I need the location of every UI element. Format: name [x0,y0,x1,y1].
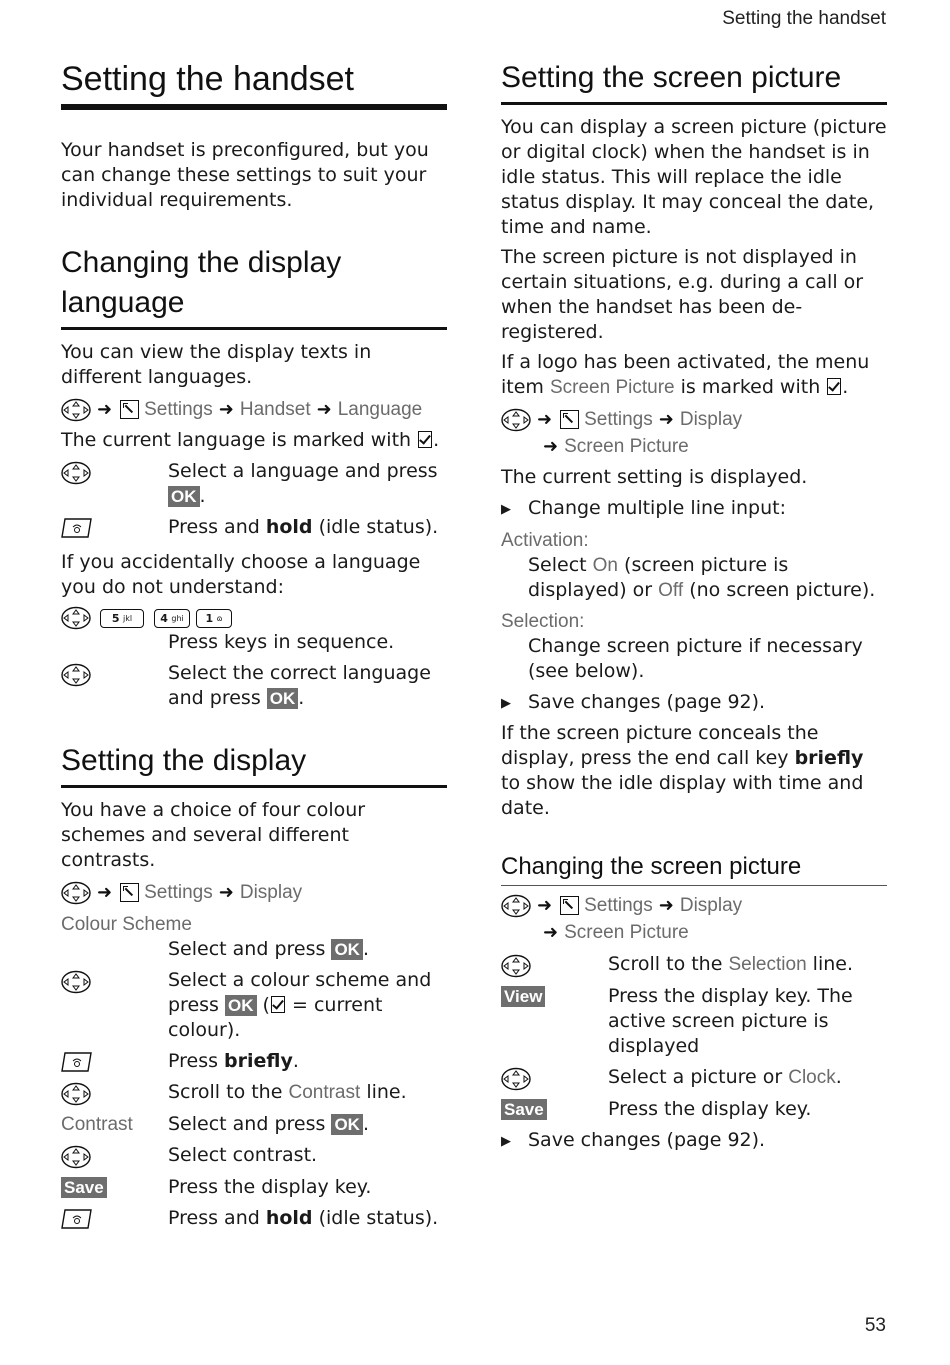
language-intro: You can view the display texts in different languages. [61,341,372,388]
ok-softkey[interactable]: OK [225,995,257,1016]
arrow-icon: ➜ [218,399,234,420]
step-row: Contrast Select and press OK . [61,1113,369,1135]
arrow-icon: ➜ [316,399,332,420]
checkbox-icon [827,378,841,395]
selection-text: Change screen picture if necessary (see below). [528,635,863,682]
arrow-icon: ➜ [537,895,553,916]
current-language-note: The current language is marked with . [61,429,440,451]
ok-softkey[interactable]: OK [168,486,200,507]
left-column [61,58,447,1231]
change-screen-picture-heading: Changing the screen picture [501,851,887,886]
keys-text: Press keys in sequence. [168,631,395,653]
control-key-icon [501,1067,531,1091]
bullet-item: ▶ Change multiple line input: [501,497,787,519]
page-number: 53 [864,1315,886,1336]
control-key-icon [501,954,531,978]
end-call-key-icon [61,1051,93,1073]
menu-screen-picture: Screen Picture [564,922,689,943]
step-row: Select a colour scheme and press OK ( = current colour). [61,968,447,1043]
control-key-icon [61,461,91,485]
accident-note: If you accidentally choose a language you do not understand: [61,551,421,598]
menu-display: Display [679,409,743,430]
control-key-icon [61,1145,91,1169]
arrow-icon: ➜ [537,409,553,430]
screen-picture-p1: You can display a screen picture (picture or digital clock) when the handset is in idle status. This will replace the idle status display. It may conceal the date, time and name. [501,116,887,238]
control-key-icon [61,606,91,630]
step-row: Scroll to the Contrast line. [61,1080,447,1106]
step-row: Save Press the display key. [501,1097,887,1122]
step-row [61,630,447,655]
change-picture-menu-path-2 [501,919,887,946]
step-row: Select the correct language and press OK . [61,661,447,711]
language-menu-path [61,396,447,423]
settings-menu-icon [120,883,139,902]
right-column [501,58,887,1154]
step-row: Select a picture or Clock. [501,1065,887,1091]
menu-display: Display [679,895,743,916]
menu-language: Language [337,399,423,420]
screen-picture-menu-path-2 [501,433,887,460]
step-row: Press and hold (idle status). [61,515,447,540]
colour-scheme-label: Colour Scheme [61,914,192,935]
menu-settings: Settings [144,399,213,420]
arrow-icon: ➜ [543,922,559,943]
menu-settings: Settings [584,409,653,430]
view-softkey[interactable]: View [501,986,545,1007]
menu-settings: Settings [584,895,653,916]
activation-text: Select On (screen picture is displayed) or Off (no screen picture). [528,554,876,601]
language-heading: Changing the display language [61,243,447,330]
step-row: Press briefly. [61,1049,447,1074]
arrow-icon: ➜ [543,436,559,457]
ok-softkey[interactable]: OK [267,688,299,709]
key-sequence [61,606,447,630]
activation-label: Activation: [501,530,589,551]
control-key-icon [501,408,531,432]
end-call-key-icon [61,517,93,539]
screen-picture-menu-path [501,406,887,433]
step-row: Press and hold (idle status). [61,1206,447,1231]
step-text: Select a language and press [168,460,438,482]
display-intro: You have a choice of four colour schemes and several different contrasts. [61,799,366,871]
control-key-icon [61,881,91,905]
page-title: Setting the handset [61,58,447,110]
control-key-icon [61,398,91,422]
step-row: View Press the display key. The active screen picture is displayed [501,984,887,1059]
control-key-icon [61,970,91,994]
control-key-icon [501,894,531,918]
checkbox-icon [418,431,432,448]
display-menu-path [61,879,447,906]
ok-softkey[interactable]: OK [331,1114,363,1135]
control-key-icon [61,663,91,687]
key-4[interactable]: 4 ghi [154,609,190,628]
settings-menu-icon [560,896,579,915]
ok-softkey[interactable]: OK [331,939,363,960]
settings-menu-icon [560,410,579,429]
key-1[interactable]: 1 ɷ [196,609,232,628]
change-picture-menu-path [501,892,887,919]
current-setting-text: The current setting is displayed. [501,466,808,488]
checkbox-icon [271,996,285,1013]
key-5[interactable]: 5 jkl [100,609,144,628]
selection-label: Selection: [501,611,585,632]
control-key-icon [61,1082,91,1106]
settings-menu-icon [120,400,139,419]
conceal-text: If the screen picture conceals the display, press the end call key briefly to show the idle display with time and date. [501,722,864,819]
save-softkey[interactable]: Save [501,1099,547,1120]
menu-display: Display [239,882,303,903]
arrow-icon: ➜ [658,409,674,430]
arrow-icon: ➜ [658,895,674,916]
screen-picture-p3: If a logo has been activated, the menu item Screen Picture is marked with . [501,351,870,398]
step-row: Select contrast. [61,1143,447,1169]
contrast-label: Contrast [61,1114,133,1135]
arrow-icon: ➜ [218,882,234,903]
intro-text: Your handset is preconfigured, but you can change these settings to suit your individual requirements. [61,139,429,211]
arrow-icon: ➜ [97,399,113,420]
menu-screen-picture: Screen Picture [564,436,689,457]
end-call-key-icon [61,1208,93,1230]
display-heading: Setting the display [61,741,447,788]
running-header: Setting the handset [722,8,886,29]
screen-picture-p2: The screen picture is not displayed in certain situations, e.g. during a call or when the handset has been de-registered. [501,246,864,343]
bullet-item: ▶ Save changes (page 92). [501,1129,766,1151]
step-row: Save Press the display key. [61,1175,447,1200]
screen-picture-heading: Setting the screen picture [501,58,887,105]
bullet-item: ▶ Save changes (page 92). [501,691,766,713]
save-softkey[interactable]: Save [61,1177,107,1198]
step-row: Select and press OK . [168,938,369,960]
menu-settings: Settings [144,882,213,903]
step-row: Scroll to the Selection line. [501,952,887,978]
arrow-icon: ➜ [97,882,113,903]
step-row: Select a language and press OK . [61,459,447,509]
menu-handset: Handset [239,399,311,420]
